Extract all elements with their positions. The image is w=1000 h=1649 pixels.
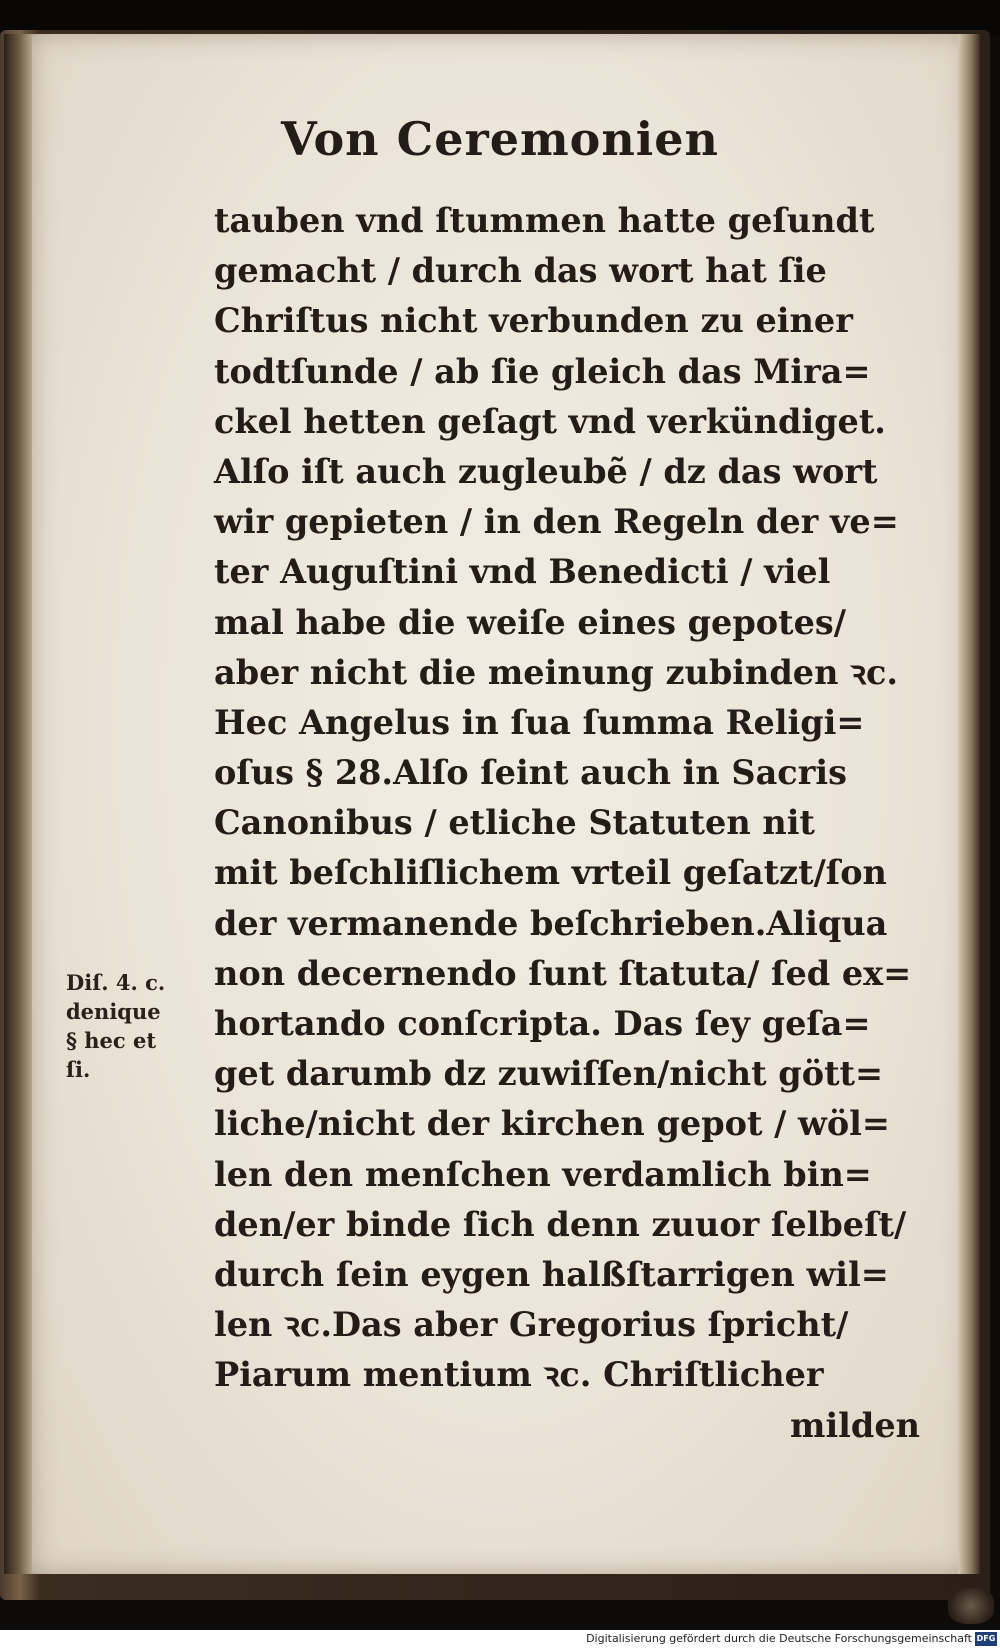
text-line: der vermanende beſchrieben.Aliqua	[214, 903, 888, 943]
margin-note-line: § hec et	[66, 1028, 157, 1053]
running-heading: Von Ceremonien	[281, 112, 719, 166]
page-edge	[958, 34, 980, 1574]
margin-note-line: ſi.	[66, 1057, 91, 1082]
text-line: Piarum mentium ꝛc. Chriſtlicher	[214, 1355, 824, 1395]
text-line: get darumb dz zuwiſſen/nicht gött=	[214, 1054, 884, 1094]
text-line: todtſunde / ab ſie gleich das Mira=	[214, 351, 871, 391]
text-line: aber nicht die meinung zubinden ꝛc.	[214, 652, 899, 692]
text-line: len den menſchen verdamlich bin=	[214, 1154, 872, 1194]
text-line: tauben vnd ſtummen hatte geſundt	[214, 201, 875, 240]
cover-corner	[948, 1588, 994, 1624]
text-line: mit beſchliſlichem vrteil geſatzt/ſon	[214, 853, 887, 893]
text-line: oſus § 28.Alſo ſeint auch in Sacris	[214, 753, 847, 793]
text-line: hortando conſcripta. Das ſey geſa=	[214, 1004, 871, 1043]
text-line: mal habe die weiſe eines gepotes/	[214, 602, 847, 642]
text-line: len ꝛc.Das aber Gregorius ſpricht/	[214, 1305, 849, 1345]
text-line: ter Auguſtini vnd Benedicti / viel	[214, 552, 831, 592]
text-line: durch ſein eygen halßſtarrigen wil=	[214, 1254, 889, 1294]
text-line: Canonibus / etliche Statuten nit	[214, 803, 815, 843]
text-line: non decernendo ſunt ſtatuta/ ſed ex=	[214, 953, 912, 993]
main-text-block	[214, 196, 920, 1451]
catchword: milden	[790, 1405, 920, 1445]
text-line: wir gepieten / in den Regeln der ve=	[214, 502, 899, 542]
book-spine	[4, 34, 34, 1574]
text-line: liche/nicht der kirchen gepot / wöl=	[214, 1104, 890, 1144]
margin-note	[66, 968, 216, 1084]
text-line: Chriſtus nicht verbunden zu einer	[214, 301, 853, 341]
dfg-logo: DFG	[975, 1632, 997, 1646]
text-line: gemacht / durch das wort hat ſie	[214, 251, 827, 291]
footer-credit: Digitalisierung gefördert durch die Deutsche Forschungsgemeinschaft	[586, 1632, 972, 1645]
margin-note-line: denique	[66, 999, 161, 1024]
margin-note-line: Diſ. 4. c.	[66, 970, 166, 995]
text-line: ckel hetten geſagt vnd verkündiget.	[214, 401, 886, 441]
text-line: Hec Angelus in ſua ſumma Religi=	[214, 702, 865, 742]
text-line: den/er binde ſich denn zuuor ſelbeſt/	[214, 1204, 907, 1244]
text-line: Alſo iſt auch zugleubẽ / dz das wort	[214, 451, 878, 491]
